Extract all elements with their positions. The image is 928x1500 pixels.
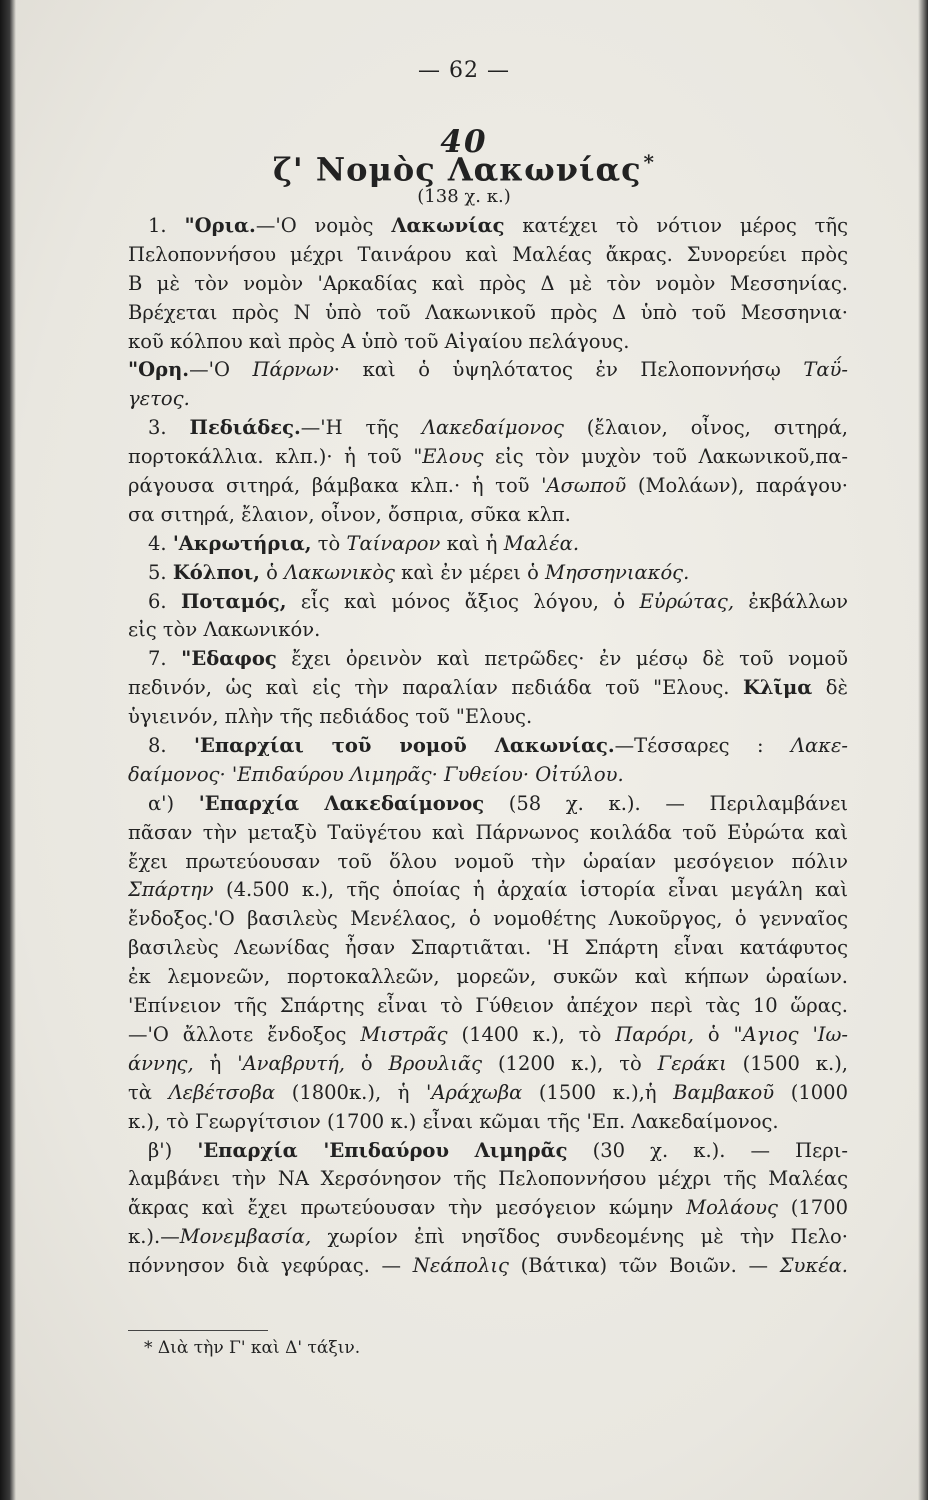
heading-province-lakedaimon: 'Επαρχία Λακεδαίμονος [198, 791, 485, 815]
heading-provinces: 'Επαρχίαι τοῦ νομοῦ Λακωνίας. [194, 734, 615, 758]
page-binding-shadow-left [0, 0, 16, 1500]
text-line: γετος. [128, 387, 190, 411]
footnote-mark: * [643, 150, 656, 174]
text-line: —'Ο ἄλλοτε ἔνδοξος Μιστρᾶς (1400 κ.), τὸ Παρόρι, ὁ "Αγιος 'Ιω- [128, 1022, 848, 1046]
text-line: ράγουσα σιτηρά, βάμβακα κλπ.· ἡ τοῦ 'Ασωποῦ (Μολάων), παράγου· [128, 474, 848, 498]
text-line: ἔνδοξος.'Ο βασιλεὺς Μενέλαος, ὁ νομοθέτης Λυκοῦργος, ὁ γενναῖος [128, 907, 848, 931]
text-line: κοῦ κόλπου καὶ πρὸς Α ὑπὸ τοῦ Αἰγαίου πελάγους. [128, 329, 630, 353]
text-line: άννης, ἡ 'Αναβρυτή, ὁ Βρουλιᾶς (1200 κ.), τὸ Γεράκι (1500 κ.), [128, 1051, 848, 1075]
text-line: σα σιτηρά, ἔλαιον, οἶνον, ὄσπρια, σῦκα κλπ. [128, 502, 571, 526]
paragraph-terrain-line: 7. "Εδαφος ἔχει ὀρεινὸν καὶ πετρῶδες· ἐν μέσῳ δὲ τοῦ νομοῦ [148, 647, 848, 671]
section-number: 40 [440, 124, 488, 160]
text-line: Σπάρτην (4.500 κ.), τῆς ὁποίας ἡ ἀρχαία ἱστορία εἶναι μεγάλη καὶ [128, 878, 848, 902]
text-line: Β μὲ τὸν νομὸν 'Αρκαδίας καὶ πρὸς Δ μὲ τὸν νομὸν Μεσσηνίας. [128, 271, 848, 295]
paragraph-mountains-line: "Ορη.—'Ο Πάρνων· καὶ ὁ ὑψηλότατος ἐν Πελοποννήσῳ Ταΰ- [128, 358, 848, 382]
text-line: ὑγιεινόν, πλὴν τῆς πεδιάδος τοῦ "Ελους. [128, 705, 533, 729]
page-number: — 62 — [418, 58, 510, 83]
paragraph-provinces-line: 8. 'Επαρχίαι τοῦ νομοῦ Λακωνίας.—Τέσσαρες : Λακε- [148, 734, 848, 758]
text-line: πορτοκάλλια. κλπ.)· ἡ τοῦ "Ελους εἰς τὸν μυχὸν τοῦ Λακωνικοῦ,πα- [128, 445, 848, 469]
text-line: Βρέχεται πρὸς Ν ὑπὸ τοῦ Λακωνικοῦ πρὸς Δ ὑπὸ τοῦ Μεσσηνια· [128, 300, 848, 324]
text-line: κ.), τὸ Γεωργίτσιον (1700 κ.) εἶναι κῶμαι τῆς 'Επ. Λακεδαίμονος. [128, 1109, 779, 1133]
area-note: (138 χ. κ.) [417, 186, 511, 207]
text-line: ἐκ λεμονεῶν, πορτοκαλλεῶν, μορεῶν, συκῶν καὶ κήπων ὡραίων. [128, 965, 848, 989]
text-line: βασιλεὺς Λεωνίδας ἦσαν Σπαρτιᾶται. 'Η Σπάρτη εἶναι κατάφυτος [128, 936, 848, 960]
paragraph-gulfs-line: 5. Κόλποι, ὁ Λακωνικὸς καὶ ἐν μέρει ὁ Μησσηνιακός. [148, 560, 690, 584]
term-laconia: Λακωνίας [391, 214, 505, 237]
page-edge-shadow-right [918, 0, 928, 1500]
paragraph-river-line: 6. Ποταμός, εἷς καὶ μόνος ἄξιος λόγου, ὁ Εὐρώτας, ἐκβάλλων [148, 589, 848, 613]
text-line: κ.).—Μονεμβασία, χωρίον ἐπὶ νησῖδος συνδεομένης μὲ τὴν Πελο· [128, 1225, 848, 1249]
text-line: εἰς τὸν Λακωνικόν. [128, 618, 321, 642]
heading-climate: Κλῖμα [742, 676, 813, 700]
heading-terrain: "Εδαφος [181, 647, 277, 671]
heading-plains: Πεδιάδες. [189, 416, 301, 440]
heading-capes: 'Ακρωτήρια, [172, 531, 312, 555]
text-line: πεδινόν, ὡς καὶ εἰς τὴν παραλίαν πεδιάδα τοῦ "Ελους. Κλῖμα δὲ [128, 676, 848, 700]
heading-river: Ποταμός, [181, 589, 287, 613]
body-text [128, 212, 848, 1281]
text-line: λαμβάνει τὴν ΝΑ Χερσόνησον τῆς Πελοποννήσου μέχρι τῆς Μαλέας [128, 1167, 848, 1191]
paragraph-boundaries-line: 1. "Ορια.—'Ο νομὸς Λακωνίας κατέχει τὸ νότιον μέρος τῆς [148, 214, 848, 237]
text-line: πόννησον διὰ γεφύρας. — Νεάπολις (Βάτικα) τῶν Βοιῶν. — Συκέα. [128, 1254, 848, 1278]
heading-province-epidavros: 'Επαρχία 'Επιδαύρου Λιμηρᾶς [197, 1138, 568, 1162]
chapter-title-text: ζ' Νομὸς Λακωνίας [272, 150, 642, 189]
text-line: ἔχει πρωτεύουσαν τοῦ ὅλου νομοῦ τὴν ὡραίαν μεσόγειον πόλιν [128, 849, 848, 873]
text-line: τὰ Λεβέτσοβα (1800κ.), ἡ 'Αράχωβα (1500 κ.),ἡ Βαμβακοῦ (1000 [128, 1080, 848, 1104]
text-line: πᾶσαν τὴν μεταξὺ Ταϋγέτου καὶ Πάρνωνος κοιλάδα τοῦ Εὐρώτα καὶ [128, 820, 848, 844]
text-line: Πελοποννήσου μέχρι Ταινάρου καὶ Μαλέας ἄκρας. Συνορεύει πρὸς [128, 242, 848, 266]
text-line: ἄκρας καὶ ἔχει πρωτεύουσαν τὴν μεσόγειον κώμην Μολάους (1700 [128, 1196, 848, 1220]
heading-boundaries: "Ορια. [184, 214, 256, 237]
paragraph-capes-line: 4. 'Ακρωτήρια, τὸ Ταίναρον καὶ ἡ Μαλέα. [148, 531, 580, 555]
footnote: * Διὰ τὴν Γ' καὶ Δ' τάξιν. [144, 1338, 361, 1358]
footnote-divider [128, 1330, 268, 1331]
text-line: δαίμονος· 'Επιδαύρου Λιμηρᾶς· Γυθείου· Οἰτύλου. [128, 762, 624, 786]
paragraph-epidavros-line: β') 'Επαρχία 'Επιδαύρου Λιμηρᾶς (30 χ. κ.). — Περι- [148, 1138, 848, 1162]
heading-gulfs: Κόλποι, [172, 560, 260, 584]
heading-mountains: "Ορη. [128, 358, 190, 382]
paragraph-lakedaimon-line: α') 'Επαρχία Λακεδαίμονος (58 χ. κ.). — Περιλαμβάνει [148, 791, 848, 815]
paragraph-plains-line: 3. Πεδιάδες.—'Η τῆς Λακεδαίμονος (ἔλαιον, οἶνος, σιτηρά, [148, 416, 848, 440]
chapter-title [0, 150, 928, 189]
text-line: 'Επίνειον τῆς Σπάρτης εἶναι τὸ Γύθειον ἀπέχον περὶ τὰς 10 ὥρας. [128, 994, 848, 1018]
